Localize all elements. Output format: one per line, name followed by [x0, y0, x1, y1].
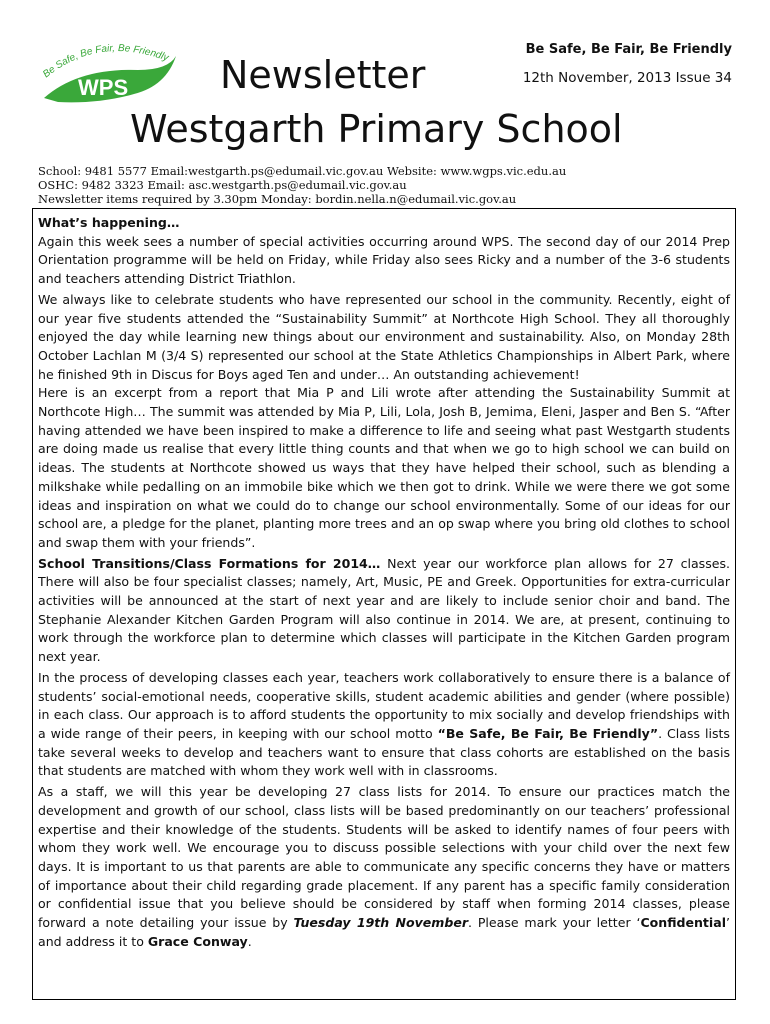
paragraph-summit-report: Here is an excerpt from a report that Mia P and Lili wrote after attending the Sustainability Summit at Northcote High… The summit was attended by Mia P, Lili, Lola, Josh B, Jemima, Eleni, Jasper and Ben S. “After having attended we have been inspired to make a difference to life and seeing what past Westgarth students are doing made us realise that every little thing counts and that when we go to high school we can build on ideas. The students at Northcote showed us ways that they have helped their school, such as blending a milkshake while pedalling on an immobile bike which we then got to drink. While we were there we got some ideas and inspiration on what we could do to change our school environmentally. Some of our ideas for our school are, a pledge for the planet, planting more trees and an op swap where you bring old clothes to school and swap them with your friends”.	[38, 385, 730, 550]
article-box	[32, 208, 736, 1000]
contact-name: Grace Conway	[147, 933, 248, 949]
school-name: Westgarth Primary School	[130, 107, 623, 151]
newsletter-title: Newsletter	[220, 53, 426, 97]
school-motto: Be Safe, Be Fair, Be Friendly	[525, 42, 732, 57]
confidential-label: Confidential	[640, 915, 727, 931]
transitions-heading: School Transitions/Class Formations for 2014…	[38, 555, 381, 571]
school-logo	[38, 40, 178, 110]
issue-date: 12th November, 2013 Issue 34	[522, 70, 732, 86]
paragraph-transitions: School Transitions/Class Formations for 2014… Next year our workforce plan allows for 27 classes. There will also be four specialist classes; namely, Art, Music, PE and Greek. Opportunities for extra-curricular activities will be announced at the start of next year and are likely to include senior choir and band. The Stephanie Alexander Kitchen Garden Program will also continue in 2014. We are, at present, continuing to work through the workforce plan to determine which classes will participate in the Kitchen Garden program next year.	[38, 555, 730, 665]
paragraph-class-lists: As a staff, we will this year be developing 27 class lists for 2014. To ensure our practices match the development and growth of our school, class lists will be based predominantly on our teachers’ professional expertise and their knowledge of the students. Students will be asked to identify names of four peers with whom they work well. We encourage you to discuss possible selections with your child over the next few days. It is important to us that parents are able to communicate any specific concerns they have or matters of importance about their child regarding grade placement. If any parent has a specific family consideration or confidential issue that you believe should be considered by staff when forming 2014 classes, please forward a note detailing your issue by Tuesday 19th November. Please mark your letter ‘Confidential’ and address it to Grace Conway.	[38, 784, 731, 949]
motto-quote: “Be Safe, Be Fair, Be Friendly”	[437, 725, 659, 741]
logo-abbrev: WPS	[78, 75, 129, 100]
paragraph-class-process: In the process of developing classes each year, teachers work collaboratively to ensure there is a balance of students’ social-emotional needs, cooperative skills, student academic abilities and gender (where possible) in each class. Our approach is to afford students the opportunity to mix socially and develop friendships with a wide range of their peers, in keeping with our school motto “Be Safe, Be Fair, Be Friendly”. Class lists take several weeks to develop and teachers want to ensure that class cohorts are established on the basis that students are matched with whom they work well with in classrooms.	[38, 669, 730, 779]
article-heading: What’s happening…	[38, 215, 180, 230]
logo-arc-text: Be Safe, Be Fair, Be Friendly	[41, 43, 170, 81]
contact-line-school: School: 9481 5577 Email:westgarth.ps@edumail.vic.gov.au Website: www.wgps.vic.edu.au	[38, 164, 567, 178]
paragraph-intro: Again this week sees a number of special activities occurring around WPS. The second day of our 2014 Prep Orientation programme will be held on Friday, while Friday also sees Ricky and a number of the 3-6 students and teachers attending District Triathlon.	[38, 233, 730, 287]
contact-details	[38, 164, 566, 206]
paragraph-celebrate: We always like to celebrate students who have represented our school in the community. Recently, eight of our year five students attended the “Sustainability Summit” at Northcote High School. They all thoroughly enjoyed the day while learning new things about our environment and sustainability. Also, on Monday 28th October Lachlan M (3/4 S) represented our school at the State Athletics Championships in Albert Park, where he finished 9th in Discus for Boys aged Ten and under… An outstanding achievement!	[38, 291, 730, 382]
deadline-date: Tuesday 19th November	[293, 915, 469, 931]
contact-line-oshc: OSHC: 9482 3323 Email: asc.westgarth.ps@edumail.vic.gov.au	[38, 178, 407, 192]
contact-line-newsletter: Newsletter items required by 3.30pm Monday: bordin.nella.n@edumail.vic.gov.au	[38, 192, 517, 206]
